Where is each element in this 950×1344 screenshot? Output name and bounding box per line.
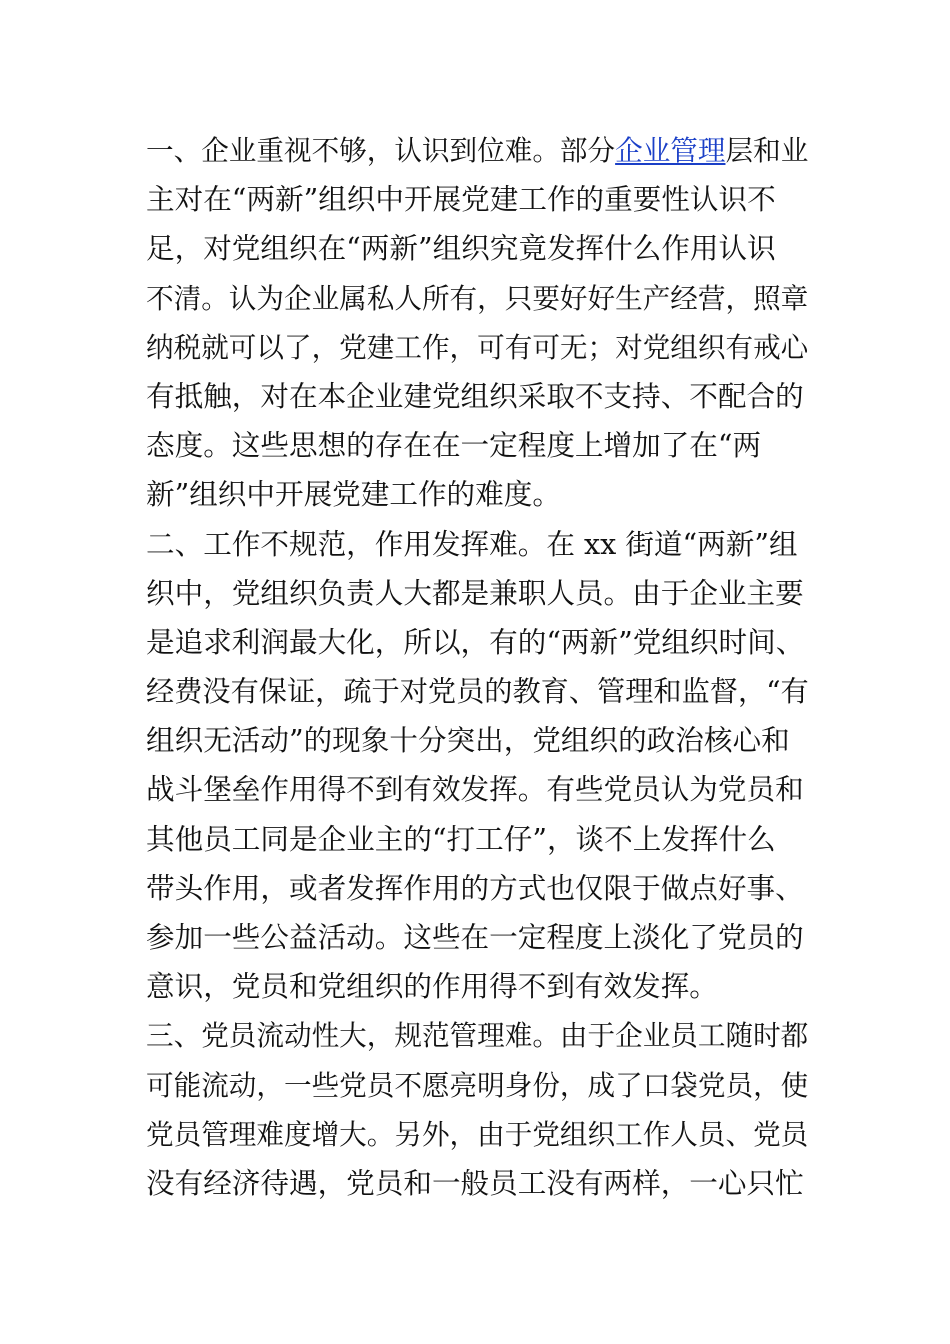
enterprise-management-link[interactable]: 企业管理 bbox=[615, 134, 726, 167]
text-segment: 参加一些公益活动。这些在一定程度上淡化了党员的 bbox=[146, 920, 804, 954]
text-segment: 层和业 bbox=[725, 134, 809, 167]
text-line bbox=[146, 1110, 810, 1159]
text-segment: 带头作用，或者发挥作用的方式也仅限于做点好事、 bbox=[146, 870, 804, 905]
text-line bbox=[146, 224, 810, 273]
text-segment: 有抵触，对在本企业建党组织采取不支持、不配合的 bbox=[146, 378, 804, 413]
document-body bbox=[146, 126, 810, 1208]
text-segment: 是追求利润最大化，所以，有的“两新”党组织时间、 bbox=[146, 624, 805, 659]
text-line bbox=[146, 1061, 810, 1110]
text-line bbox=[146, 618, 810, 667]
text-line bbox=[146, 372, 810, 421]
text-segment: 经费没有保证，疏于对党员的教育、管理和监督，“有 bbox=[146, 675, 809, 709]
text-segment: 党员管理难度增大。另外，由于党组织工作人员、党员 bbox=[146, 1117, 809, 1151]
text-line bbox=[146, 323, 810, 372]
text-segment: 主对在“两新”组织中开展党建工作的重要性认识不 bbox=[146, 182, 776, 217]
text-line bbox=[146, 569, 810, 618]
text-segment: 其他员工同是企业主的“打工仔”，谈不上发挥什么 bbox=[146, 821, 776, 856]
text-line bbox=[146, 470, 810, 519]
text-line bbox=[146, 864, 810, 913]
text-line bbox=[146, 765, 810, 814]
text-line bbox=[146, 1159, 810, 1208]
text-line bbox=[146, 815, 810, 864]
text-line bbox=[146, 421, 810, 470]
text-segment: 三、党员流动性大，规范管理难。由于企业员工随时都 bbox=[146, 1019, 809, 1053]
text-segment: 二、工作不规范，作用发挥难。在 xx 街道“两新”组 bbox=[146, 526, 798, 561]
text-line bbox=[146, 716, 810, 765]
text-segment: 组织无活动”的现象十分突出，党组织的政治核心和 bbox=[146, 723, 790, 758]
text-line bbox=[146, 913, 810, 962]
text-line bbox=[146, 1011, 810, 1060]
text-line bbox=[146, 962, 810, 1011]
text-segment: 一、企业重视不够，认识到位难。部分 bbox=[146, 134, 616, 167]
text-segment: 没有经济待遇，党员和一般员工没有两样，一心只忙 bbox=[146, 1165, 804, 1200]
text-segment: 可能流动，一些党员不愿亮明身份，成了口袋党员，使 bbox=[146, 1068, 809, 1102]
text-segment: 纳税就可以了，党建工作，可有可无；对党组织有戒心 bbox=[146, 330, 809, 364]
text-segment: 新”组织中开展党建工作的难度。 bbox=[146, 477, 561, 512]
text-line bbox=[146, 667, 810, 716]
text-segment: 战斗堡垒作用得不到有效发挥。有些党员认为党员和 bbox=[146, 772, 804, 807]
text-line bbox=[146, 520, 810, 569]
text-segment: 态度。这些思想的存在在一定程度上增加了在“两 bbox=[146, 428, 762, 463]
text-line bbox=[146, 175, 810, 224]
text-segment: 织中，党组织负责人大都是兼职人员。由于企业主要 bbox=[146, 575, 804, 610]
text-line bbox=[146, 274, 810, 323]
text-segment: 意识，党员和党组织的作用得不到有效发挥。 bbox=[146, 969, 718, 1004]
text-segment: 不清。认为企业属私人所有，只要好好生产经营，照章 bbox=[146, 281, 809, 315]
text-line bbox=[146, 126, 810, 175]
text-segment: 足，对党组织在“两新”组织究竟发挥什么作用认识 bbox=[146, 231, 776, 266]
